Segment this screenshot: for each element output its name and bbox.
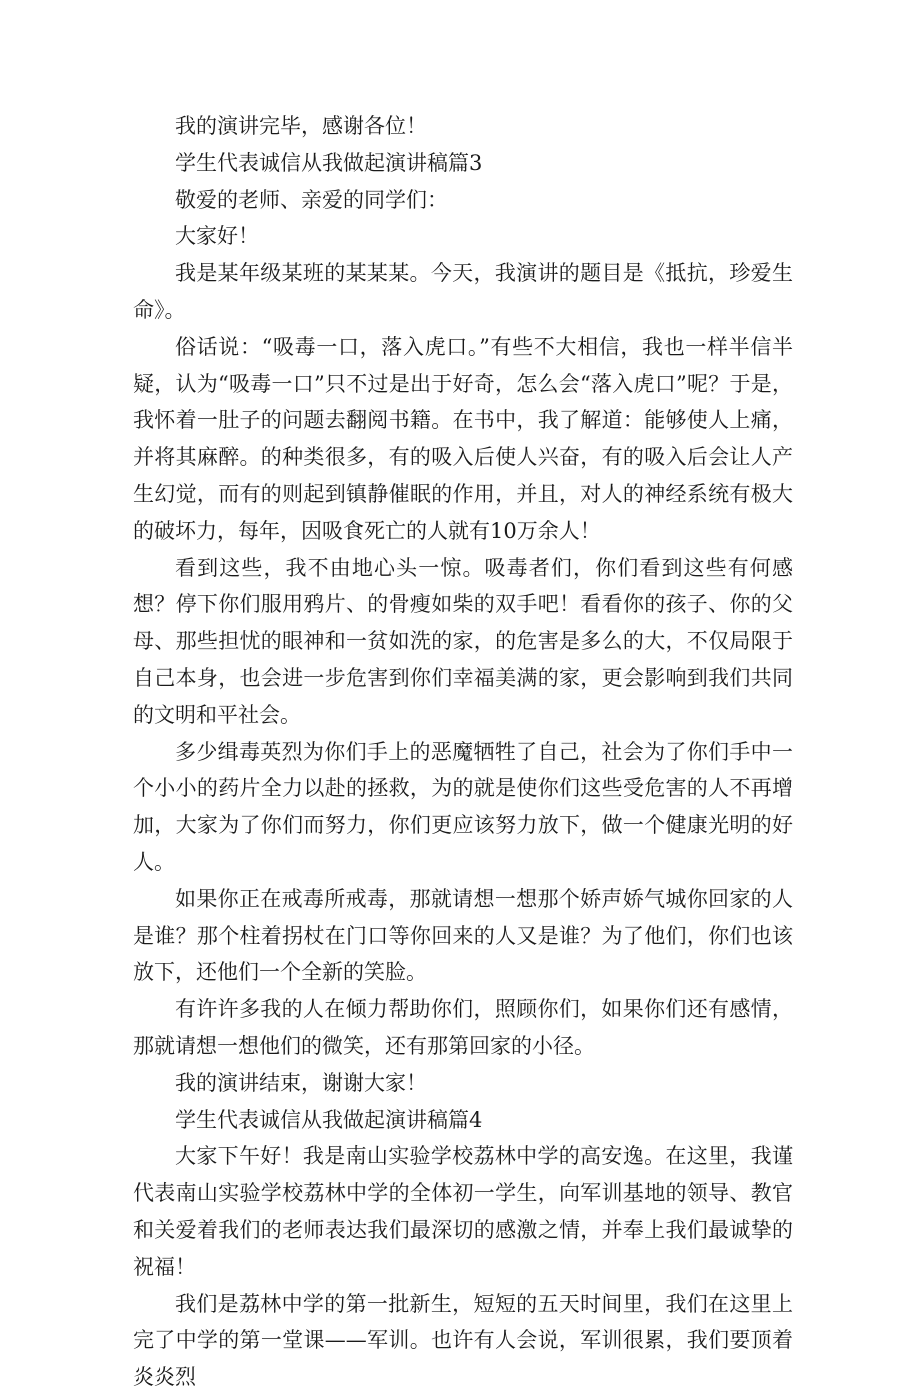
paragraph-closing-1: 我的演讲完毕，感谢各位！ <box>175 114 427 138</box>
section-heading-3: 学生代表诚信从我做起演讲稿篇3 <box>175 150 483 175</box>
paragraph-intro: 我是某年级某班的某某某。今天，我演讲的题目是《抵抗，珍爱生命》。 <box>133 261 793 322</box>
paragraph-proverb: 俗话说：“吸毒一口，落入虎口。”有些不大相信，我也一样半信半疑，认为“吸毒一口”只不过是出于好奇，怎么会“落入虎口”呢？于是，我怀着一肚子的问题去翻阅书籍。在书中，我了解道：能够使人上痛，并将其麻醉。的种类很多，有的吸入后使人兴奋，有的吸入后会让人产生幻觉，而有的则起到镇静催眠的作用，并且，对人的神经系统有极大的破坏力，每年，因吸食死亡的人就有10万余人！ <box>133 334 793 543</box>
greeting: 大家好！ <box>175 224 259 249</box>
paragraph-military-training: 我们是荔林中学的第一批新生，短短的五天时间里，我们在这里上完了中学的第一堂课——军训。也许有人会说，军训很累，我们要顶着炎炎烈 <box>133 1291 793 1390</box>
document-body <box>133 108 793 1396</box>
paragraph-appeal: 看到这些，我不由地心头一惊。吸毒者们，你们看到这些有何感想？停下你们服用鸦片、的骨瘦如柴的双手吧！看看你的孩子、你的父母、那些担忧的眼神和一贫如洗的家，的危害是多么的大，不仅局限于自己本身，也会进一步危害到你们幸福美满的家，更会影响到我们共同的文明和平社会。 <box>133 555 793 727</box>
paragraph-help: 有许许多我的人在倾力帮助你们，照顾你们，如果你们还有感情，那就请想一想他们的微笑，还有那第回家的小径。 <box>133 997 793 1058</box>
paragraph-rehab: 如果你正在戒毒所戒毒，那就请想一想那个娇声娇气城你回家的人是谁？那个柱着拐杖在门口等你回来的人又是谁？为了他们，你们也该放下，还他们一个全新的笑脸。 <box>133 886 793 985</box>
salutation: 敬爱的老师、亲爱的同学们： <box>175 187 448 212</box>
paragraph-military-intro: 大家下午好！我是南山实验学校荔林中学的高安逸。在这里，我谨代表南山实验学校荔林中学的全体初一学生，向军训基地的领导、教官和关爱着我们的老师表达我们最深切的感激之情，并奉上我们最诚挚的祝福！ <box>133 1144 793 1279</box>
paragraph-heroes: 多少缉毒英烈为你们手上的恶魔牺牲了自己，社会为了你们手中一个小小的药片全力以赴的拯救，为的就是使你们这些受危害的人不再增加，大家为了你们而努力，你们更应该努力放下，做一个健康光明的好人。 <box>133 739 793 874</box>
paragraph-closing-2: 我的演讲结束，谢谢大家！ <box>175 1070 427 1095</box>
section-heading-4: 学生代表诚信从我做起演讲稿篇4 <box>175 1107 483 1132</box>
